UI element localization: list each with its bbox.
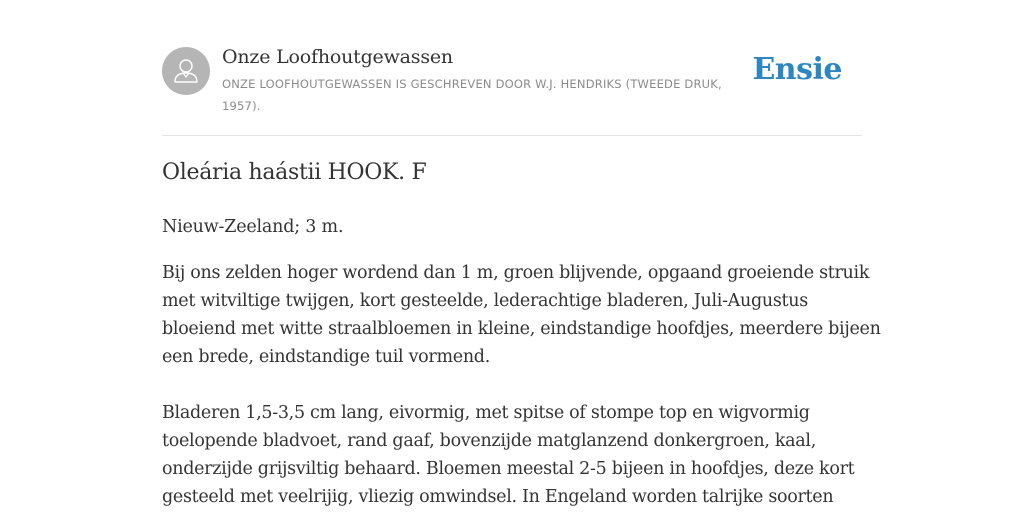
book-description: ONZE LOOFHOUTGEWASSEN IS GESCHREVEN DOOR W.J. HENDRIKS (TWEEDE DRUK, 1957). (222, 77, 722, 113)
entry-paragraph: Bij ons zelden hoger wordend dan 1 m, groen blijvende, opgaand groeiende struik met witviltige twijgen, kort gesteelde, lederachtige bladeren, Juli-Augustus bloeiend met witte straalbloemen in kleine, eindstandige hoofdjes, meerdere bijeen een brede, eindstandige tuil vormend. (162, 263, 881, 367)
user-placeholder-icon[interactable] (162, 47, 210, 95)
entry-title: Oleária haástii HOOK. F (162, 160, 427, 185)
page-header (162, 46, 862, 118)
entry-origin: Nieuw-Zeeland; 3 m. (162, 217, 344, 237)
entry-paragraph: Bladeren 1,5-3,5 cm lang, eivormig, met spitse of stompe top en wigvormig toelopende bladvoet, rand gaaf, bovenzijde matglanzend donkergroen, kaal, onderzijde grijsviltig behaard. Bloemen meestal 2-5 bijeen in hoofdjes, deze kort gesteeld met veelrijig, vliezig omwindsel. In Engeland worden talrijke soorten (162, 403, 855, 507)
entry-body (162, 259, 882, 512)
book-title[interactable]: Onze Loofhoutgewassen (222, 46, 453, 68)
header-divider (162, 135, 862, 136)
brand-logo[interactable]: Ensie (752, 52, 842, 87)
